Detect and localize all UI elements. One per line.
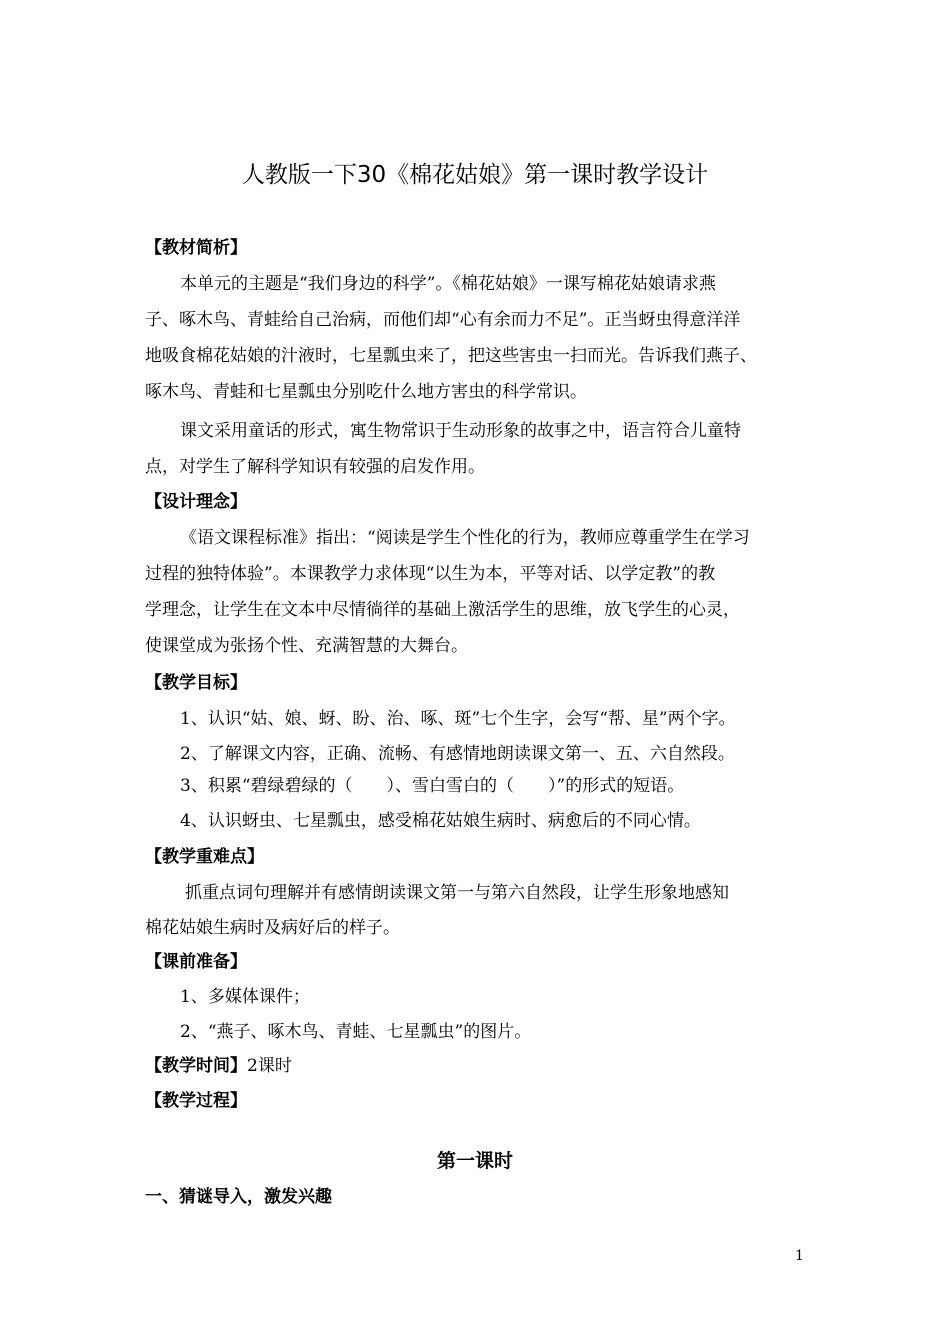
- list-item: 2、了解课文内容，正确、流畅、有感情地朗读课文第一、五、六自然段。: [180, 744, 735, 764]
- paragraph-line: 地吸食棉花姑娘的汁液时，七星瓢虫来了，把这些害虫一扫而光。告诉我们燕子、: [145, 346, 757, 366]
- teaching-time-value: 2课时: [247, 1056, 292, 1076]
- heading-goals: 【教学目标】: [145, 673, 247, 693]
- list-item: 1、多媒体课件；: [180, 987, 310, 1007]
- paragraph-line: 学理念，让学生在文本中尽情徜徉的基础上激活学生的思维，放飞学生的心灵，: [145, 600, 740, 620]
- list-item: 2、“燕子、啄木鸟、青蛙、七星瓢虫”的图片。: [180, 1022, 532, 1042]
- page-number: 1: [795, 1248, 804, 1264]
- heading-concept: 【设计理念】: [145, 492, 247, 512]
- paragraph-line: 棉花姑娘生病时及病好后的样子。: [145, 918, 400, 938]
- paragraph-line: 使课堂成为张扬个性、充满智慧的大舞台。: [145, 636, 468, 656]
- step-heading: 一、猜谜导入，激发兴趣: [145, 1187, 332, 1207]
- list-item: 1、认识“姑、娘、蚜、盼、治、啄、斑”七个生字，会写“帮、星”两个字。: [180, 709, 736, 729]
- paragraph-line: 《语文课程标准》指出：“阅读是学生个性化的行为，教师应尊重学生在学习: [180, 528, 750, 548]
- heading-keypoints: 【教学重难点】: [145, 847, 264, 867]
- teaching-time: [145, 1053, 825, 1079]
- heading-time: 【教学时间】: [145, 1056, 247, 1076]
- heading-analysis: 【教材简析】: [145, 238, 247, 258]
- lesson-heading: 第一课时: [436, 1150, 513, 1172]
- paragraph-line: 课文采用童话的形式，寓生物常识于生动形象的故事之中，语言符合儿童特: [180, 421, 741, 441]
- paragraph-line: 点，对学生了解科学知识有较强的启发作用。: [145, 457, 485, 477]
- paragraph-line: 子、啄木鸟、青蛙给自己治病，而他们却“心有余而力不足”。正当蚜虫得意洋洋: [145, 310, 741, 330]
- list-item: 4、认识蚜虫、七星瓢虫，感受棉花姑娘生病时、病愈后的不同心情。: [180, 811, 701, 831]
- paragraph-line: 过程的独特体验”。本课教学力求体现“以生为本，平等对话、以学定教”的教: [145, 564, 716, 584]
- heading-prep: 【课前准备】: [145, 952, 247, 972]
- list-item: 3、积累“碧绿碧绿的（ ）、雪白雪白的（ ）”的形式的短语。: [180, 776, 685, 796]
- document-title: 人教版一下30《棉花姑娘》第一课时教学设计: [241, 162, 709, 188]
- paragraph-line: 本单元的主题是“我们身边的科学”。《棉花姑娘》一课写棉花姑娘请求燕: [180, 274, 716, 294]
- paragraph-line: 啄木鸟、青蛙和七星瓢虫分别吃什么地方害虫的科学常识。: [145, 382, 587, 402]
- heading-process: 【教学过程】: [145, 1091, 247, 1111]
- paragraph-line: 抓重点词句理解并有感情朗读课文第一与第六自然段，让学生形象地感知: [185, 883, 729, 903]
